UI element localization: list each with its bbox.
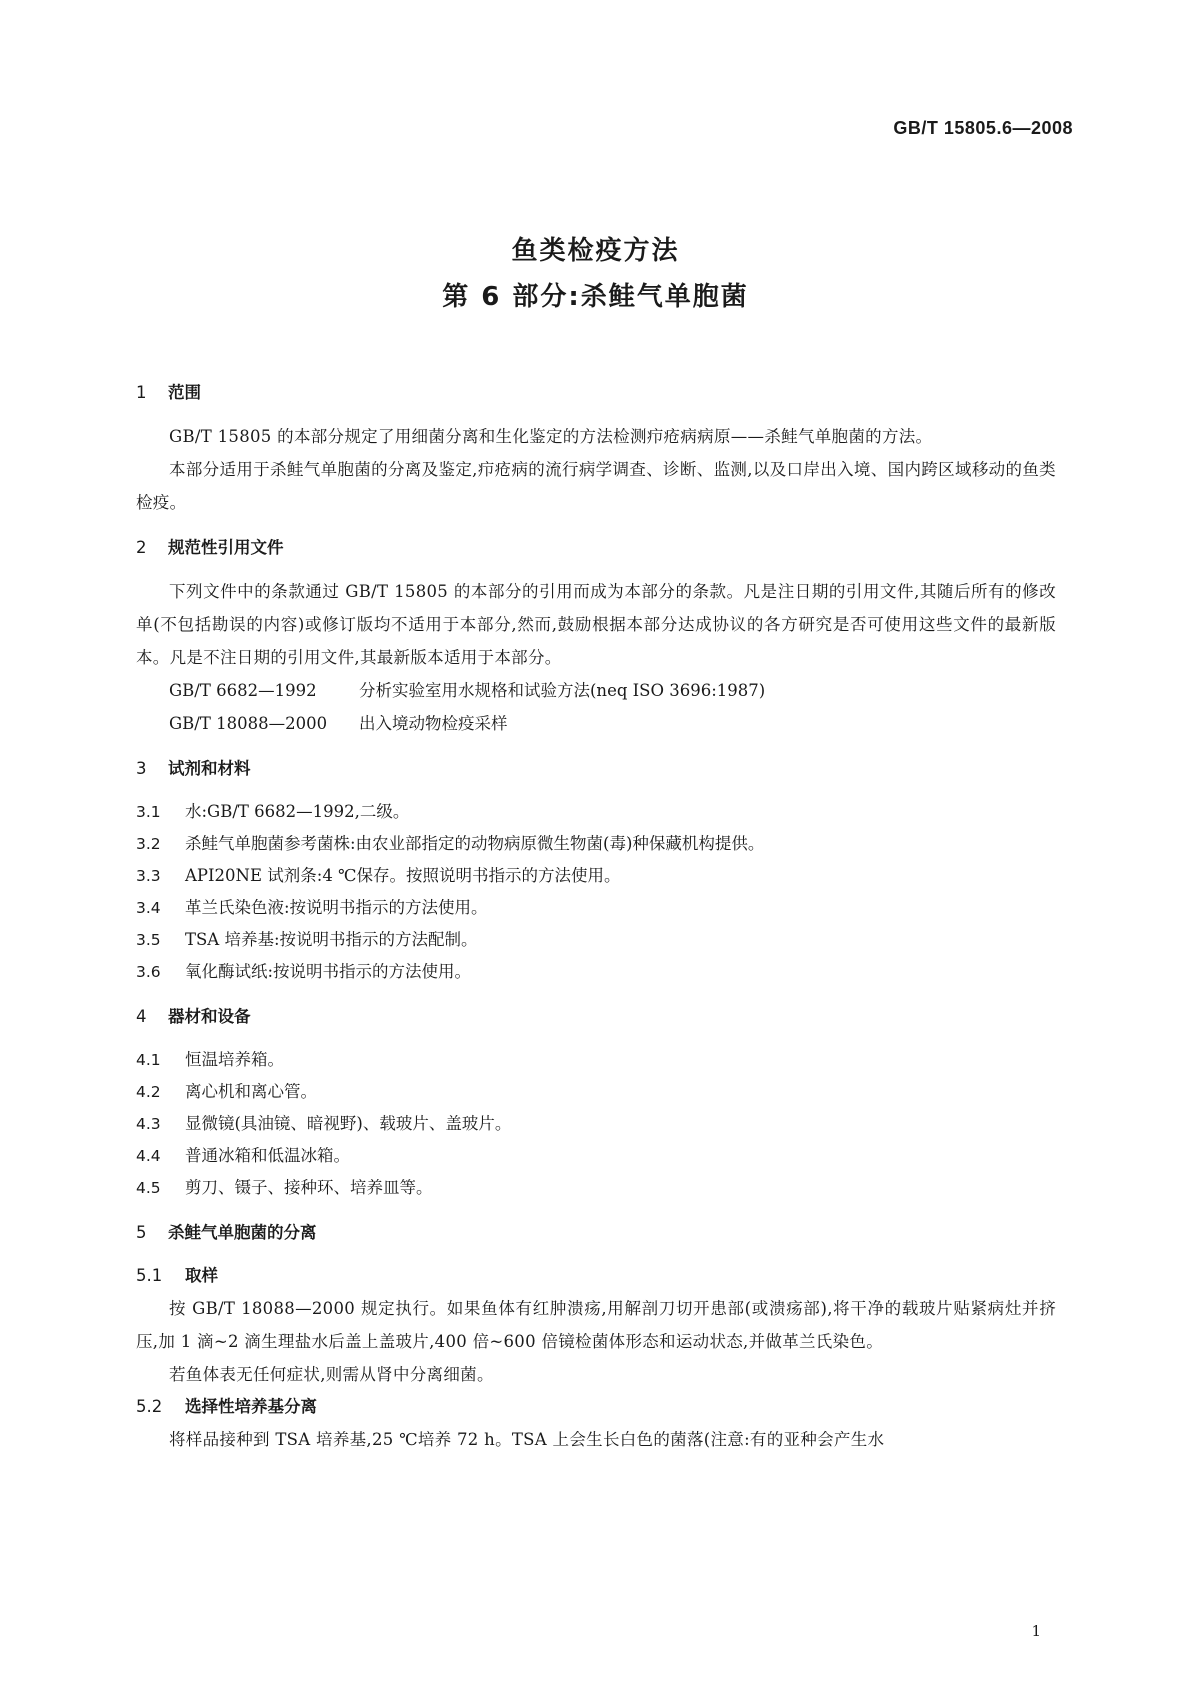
section-number: 5: [136, 1223, 147, 1242]
subsection-number: 5.1: [136, 1266, 163, 1285]
section-4-heading: [136, 1002, 1056, 1032]
subsection-title: 取样: [185, 1266, 218, 1285]
reference-code: GB/T 6682—1992: [169, 681, 317, 700]
standard-code: GB/T 15805.6—2008: [893, 118, 1073, 138]
item-number: 3.3: [136, 867, 161, 885]
paragraph: GB/T 15805 的本部分规定了用细菌分离和生化鉴定的方法检测疖疮病病原——杀鲑气单胞菌的方法。: [169, 427, 933, 446]
section-2-heading: [136, 533, 1056, 563]
section-5-heading: [136, 1218, 1056, 1248]
item-number: 3.1: [136, 803, 161, 821]
item-number: 3.6: [136, 963, 161, 981]
item-text: TSA 培养基:按说明书指示的方法配制。: [185, 930, 478, 949]
reference-title: 分析实验室用水规格和试验方法(neq ISO 3696:1987): [359, 681, 766, 700]
section-title: 杀鲑气单胞菌的分离: [168, 1223, 317, 1242]
list-item: [136, 924, 1056, 956]
item-text: 杀鲑气单胞菌参考菌株:由农业部指定的动物病原微生物菌(毒)种保藏机构提供。: [185, 834, 765, 853]
item-text: 显微镜(具油镜、暗视野)、载玻片、盖玻片。: [185, 1114, 512, 1133]
list-item: [136, 956, 1056, 988]
paragraph: 将样品接种到 TSA 培养基,25 ℃培养 72 h。TSA 上会生长白色的菌落(注意:有的亚种会产生水: [169, 1430, 885, 1449]
item-text: 恒温培养箱。: [185, 1050, 284, 1069]
section-3-heading: [136, 754, 1056, 784]
list-item: [136, 796, 1056, 828]
paragraph: 下列文件中的条款通过 GB/T 15805 的本部分的引用而成为本部分的条款。凡是注日期的引用文件,其随后所有的修改单(不包括勘误的内容)或修订版均不适用于本部分,然而,鼓励根据本部分达成协议的各方研究是否可使用这些文件的最新版本。凡是不注日期的引用文件,其最新版本适用于本部分。: [136, 582, 1056, 667]
section-number: 3: [136, 759, 147, 778]
item-number: 4.5: [136, 1179, 161, 1197]
section-title: 器材和设备: [168, 1007, 251, 1026]
list-item: [136, 1076, 1056, 1108]
item-text: 离心机和离心管。: [185, 1082, 317, 1101]
reference-title: 出入境动物检疫采样: [359, 714, 508, 733]
item-text: 革兰氏染色液:按说明书指示的方法使用。: [185, 898, 488, 917]
page-number: 1: [1031, 1622, 1041, 1640]
subsection-5-1-heading: [136, 1260, 1056, 1292]
item-number: 3.4: [136, 899, 161, 917]
section-number: 2: [136, 538, 147, 557]
section-title: 规范性引用文件: [168, 538, 284, 557]
section-number: 4: [136, 1007, 147, 1026]
list-item: [136, 860, 1056, 892]
doc-title: 鱼类检疫方法: [511, 236, 680, 266]
section-title: 范围: [168, 383, 201, 402]
section-title: 试剂和材料: [168, 759, 251, 778]
item-text: 剪刀、镊子、接种环、培养皿等。: [185, 1178, 433, 1197]
item-number: 4.4: [136, 1147, 161, 1165]
list-item: [136, 1108, 1056, 1140]
subsection-title: 选择性培养基分离: [185, 1397, 317, 1416]
paragraph: 若鱼体表无任何症状,则需从肾中分离细菌。: [169, 1365, 494, 1384]
list-item: [136, 1172, 1056, 1204]
list-item: [136, 1044, 1056, 1076]
doc-subtitle: 第 6 部分:杀鲑气单胞菌: [442, 282, 749, 312]
item-number: 3.2: [136, 835, 161, 853]
paragraph: 本部分适用于杀鲑气单胞菌的分离及鉴定,疖疮病的流行病学调查、诊断、监测,以及口岸出入境、国内跨区域移动的鱼类检疫。: [136, 460, 1056, 512]
item-text: 水:GB/T 6682—1992,二级。: [185, 802, 410, 821]
item-text: API20NE 试剂条:4 ℃保存。按照说明书指示的方法使用。: [185, 866, 621, 885]
item-number: 4.2: [136, 1083, 161, 1101]
list-item: [136, 892, 1056, 924]
item-number: 4.3: [136, 1115, 161, 1133]
reference-item: [136, 674, 1056, 707]
list-item: [136, 828, 1056, 860]
document-body: [136, 378, 1056, 1456]
reference-code: GB/T 18088—2000: [169, 714, 328, 733]
item-number: 4.1: [136, 1051, 161, 1069]
item-number: 3.5: [136, 931, 161, 949]
section-1-heading: [136, 378, 1056, 408]
section-number: 1: [136, 383, 147, 402]
item-text: 普通冰箱和低温冰箱。: [185, 1146, 350, 1165]
reference-item: [136, 707, 1056, 740]
list-item: [136, 1140, 1056, 1172]
subsection-5-2-heading: [136, 1391, 1056, 1423]
subsection-number: 5.2: [136, 1397, 163, 1416]
item-text: 氧化酶试纸:按说明书指示的方法使用。: [185, 962, 472, 981]
paragraph: 按 GB/T 18088—2000 规定执行。如果鱼体有红肿溃疡,用解剖刀切开患部(或溃疡部),将干净的载玻片贴紧病灶并挤压,加 1 滴~2 滴生理盐水后盖上盖玻片,400 倍~600 倍镜检菌体形态和运动状态,并做革兰氏染色。: [136, 1299, 1056, 1351]
